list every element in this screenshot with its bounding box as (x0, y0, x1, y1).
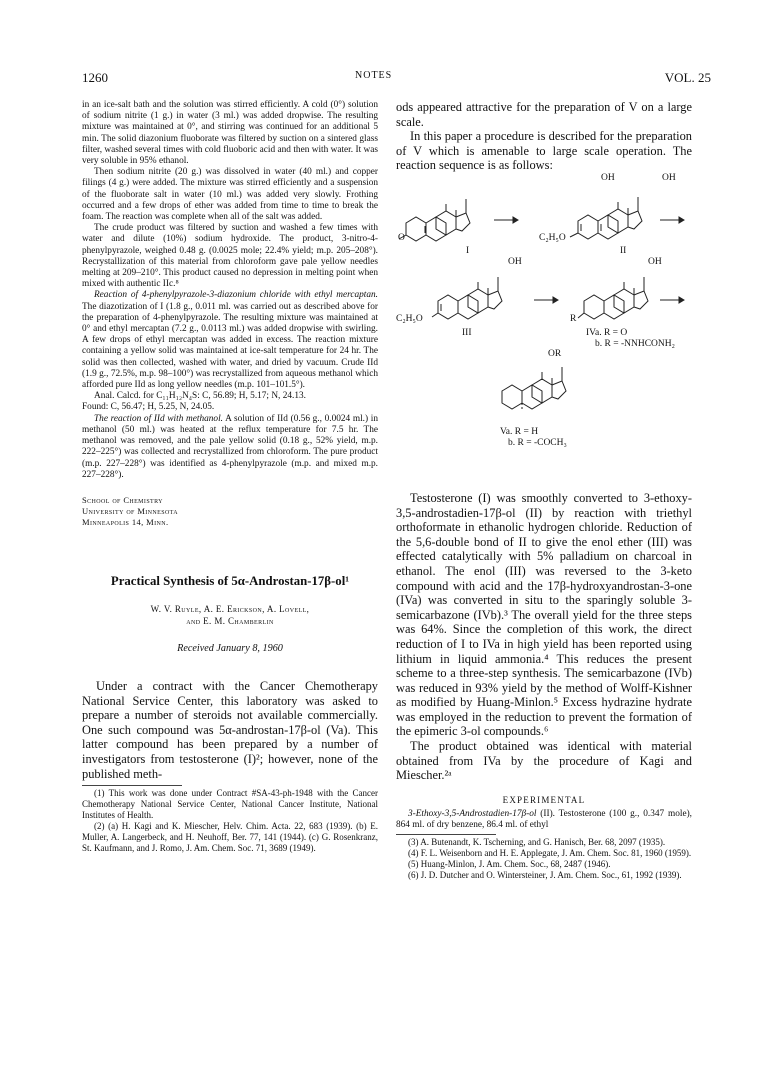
structure-I (399, 199, 470, 241)
footnote: (1) This work was done under Contract #SA-43-ph-1948 with the Cancer Chemotherapy National Service Center, National Cancer Institute, National Institutes of Health. (82, 788, 378, 821)
footnote: (4) F. L. Weisenborn and H. E. Applegate, J. Am. Chem. Soc. 81, 1960 (1959). (408, 848, 692, 859)
paragraph: Under a contract with the Cancer Chemotherapy National Service Center, this laboratory was asked to prepare a number of steroids not available commercially. One such compound was 5α-androstan-17β-ol (Va). This latter compound has been prepared by a number of investigators from testosterone (I)²; however, none of the published meth- (82, 679, 378, 781)
footnote: (6) J. D. Dutcher and O. Wintersteiner, J. Am. Chem. Soc., 61, 1992 (1939). (408, 869, 682, 880)
compound-label-I: I (466, 245, 470, 256)
arrow-head (553, 297, 558, 303)
paragraph: The crude product was filtered by suction and washed a few times with water and dilute (10%) sodium hydroxide. The product, 3-nitro-4-phenylpyrazole, weighed 0.48 g. (0.0025 mole; 22.4% yield; m.p. 205–208°). Recrystallization of this material from chloroform gave pale yellow needles melting at 209–210°. This product caused no depression in melting point when mixed with authentic IIc.⁸ (82, 223, 378, 290)
paragraph: ods appeared attractive for the preparation of V on a large scale. (396, 100, 692, 129)
arrow-head (679, 217, 684, 223)
arrow-head (513, 217, 518, 223)
received-date: Received January 8, 1960 (177, 643, 283, 655)
subsection-title: The reaction of IId with methanol. (94, 413, 223, 424)
subsection-title: 3-Ethoxy-3,5-Androstadien-17β-ol (408, 808, 537, 819)
discussion (396, 491, 692, 783)
paragraph (82, 414, 378, 481)
ethoxy-label: C₂H₅O (539, 232, 566, 243)
compound-label-IVa: IVa. R = O (586, 327, 628, 338)
footnotes (82, 788, 378, 853)
footnote-rule (396, 834, 496, 835)
paragraph: The product obtained was identical with material obtained from IVa by the procedure of Kagi and Miescher.²ᵃ (396, 739, 692, 783)
article-authors (82, 604, 378, 627)
authors-line: W. V. Ruyle, A. E. Erickson, A. Lovell, (150, 603, 310, 614)
paragraph-text: The diazotization of I (1.8 g., 0.011 ml. was carried out as described above for the preparation of 4-phenylpyrazole. The resulting mixture was maintained at 0° and ethyl mercaptan (7.2 g., 0.0113 ml.) was added dropwise with swirling. A few drops of ethyl mercaptan was added in excess. The reaction mixture containing a yellow solid was maintained at ice-salt temperature for 24 hr. The solid was then collected, washed with water, and dried by vacuum. Crude IId (1.9 g., 72.5%, m.p. 98–100°) was recrystallized from aqueous methanol which afforded pure IId as long yellow needles (m.p. 101–101.5°). (82, 301, 378, 391)
article-title: Practical Synthesis of 5α-Androstan-17β-ol¹ (110, 573, 350, 588)
author-address (82, 495, 378, 528)
volume-label: VOL. 25 (664, 70, 711, 85)
paragraph (82, 290, 378, 391)
compound-label-Vb: b. R = -COCH₃ (508, 437, 567, 448)
ethoxy-label: C₂H₅O (396, 313, 423, 324)
or-label: OR (548, 348, 562, 359)
compound-label-Va: Va. R = H (500, 426, 539, 437)
paragraph-text: A solution of IId (0.56 g., 0.0024 ml.) in methanol (50 ml.) was heated at the reflux temperature for 7.5 hr. The methanol was removed, and the pale yellow solid (0.18 g., 52% yield, m.p. 222–225°) was collected and recrystallized from chloroform. The pure product (m.p. 227–228°) was identified as 4-phenylpyrazole (m.p. and mixed m.p. 227–228°). (82, 413, 379, 480)
footnote: (3) A. Butenandt, K. Tscherning, and G. Hanisch, Ber. 68, 2097 (1935). (408, 837, 666, 848)
oh-label: OH (648, 256, 662, 267)
footnote-rule (82, 785, 182, 786)
analysis-calcd: Anal. Calcd. for C₁₁H₁₂N₄S: C, 56.89; H, 5.17; N, 24.13. (94, 391, 306, 402)
paragraph: Then sodium nitrite (20 g.) was dissolved in water (40 ml.) and copper filings (4 g.) were added. The mixture was stirred efficiently and a suspension of the fluoborate salt in water (10 ml.) was added very slowly. Frothing occurred and a few drops of ether was added from time to time to break the foam. The reaction was complete when all of the salt was added. (82, 167, 378, 223)
analysis-found: Found: C, 56.47; H, 5.25, N, 24.05. (82, 402, 215, 413)
oh-label: OH (508, 256, 522, 267)
paragraph (396, 809, 692, 831)
previous-article-continuation (82, 100, 378, 481)
structure-V (502, 367, 566, 410)
experimental-section (396, 809, 692, 831)
running-head: NOTES (355, 70, 393, 81)
introduction (82, 679, 378, 781)
structure-IV (578, 277, 648, 319)
page-number: 1260 (82, 70, 108, 85)
address-line: School of Chemistry (82, 494, 163, 505)
subsection-title: Reaction of 4-phenylpyrazole-3-diazonium chloride with ethyl mercaptan. (94, 290, 378, 301)
right-column (396, 100, 692, 881)
address-line: Minneapolis 14, Minn. (82, 516, 169, 527)
compound-label-IVb: b. R = -NNHCONH₂ (595, 338, 675, 349)
oh-label: OH (662, 172, 676, 183)
arrow-head (679, 297, 684, 303)
paragraph: In this paper a procedure is described for the preparation of V which is amenable to large scale operation. The reaction sequence is as follows: (396, 129, 692, 173)
left-column (82, 100, 378, 854)
oh-label: OH (601, 172, 615, 183)
compound-label-II: II (620, 245, 627, 256)
intro-continuation (396, 100, 692, 173)
structure-II (570, 197, 642, 239)
paragraph: Testosterone (I) was smoothly converted to 3-ethoxy-3,5-androstadien-17β-ol (II) by reaction with triethyl orthoformate in ethanolic hydrogen chloride. Reduction of the 5,6-double bond of II to give the enol ether (III) was effected catalytically with 5% palladium on charcoal in ethanol. The enol (III) was reversed to the 3-keto compound with acid and the 17β-hydroxyandrostan-3-one (IVa) was converted in situ to the sparingly soluble 3-semicarbazone (IVb).³ The overall yield for the three steps was 64%. Since the completion of this work, the direct reduction of I to IVa in high yield has been reported using lithium in liquid ammonia.⁴ This reduces the present scheme to a three-step synthesis. The semicarbazone (IVb) was reduced in 93% yield by the method of Wolff-Kishner as modified by Huang-Minlon.⁵ Excess hydrazine hydrate was employed in the reduction to prevent the formation of the epimeric 3-ol compounds.⁶ (396, 490, 692, 739)
ketone-label: O (398, 232, 405, 243)
structure-III (432, 277, 502, 319)
experimental-heading: EXPERIMENTAL (502, 794, 586, 805)
footnote: (2) (a) H. Kagi and K. Miescher, Helv. Chim. Acta. 22, 683 (1939). (b) E. Muller, A. Langerbeck, and H. Neuhoff, Ber. 77, 141 (1944). (c) G. Rosenkranz, St. Kaufmann, and J. Romo, J. Am. Chem. Soc. 71, 3689 (1949). (82, 820, 378, 853)
address-line: University of Minnesota (82, 505, 178, 516)
reaction-scheme (396, 173, 692, 485)
footnotes (396, 837, 692, 881)
r-group-label: R (570, 313, 577, 324)
paragraph-text: (II). Testosterone (100 g., 0.347 mole), 864 ml. of dry benzene, 86.4 ml. of ethyl (396, 808, 692, 831)
footnote: (5) Huang-Minlon, J. Am. Chem. Soc., 68, 2487 (1946). (408, 859, 611, 870)
paragraph: in an ice-salt bath and the solution was stirred efficiently. A cold (0°) solution of sodium nitrite (1 g.) in water (3 ml.) was added dropwise. The resulting mixture was maintained at 0°, and stirring was continued for an additional 5 min. The solid diazonium fluoborate was filtered by suction on a sintered glass filter, washed several times with cold fluoboric acid and then with water. It was very soluble in 95% ethanol. (82, 100, 378, 167)
authors-line: and E. M. Chamberlin (186, 615, 274, 626)
compound-label-III: III (462, 327, 472, 338)
